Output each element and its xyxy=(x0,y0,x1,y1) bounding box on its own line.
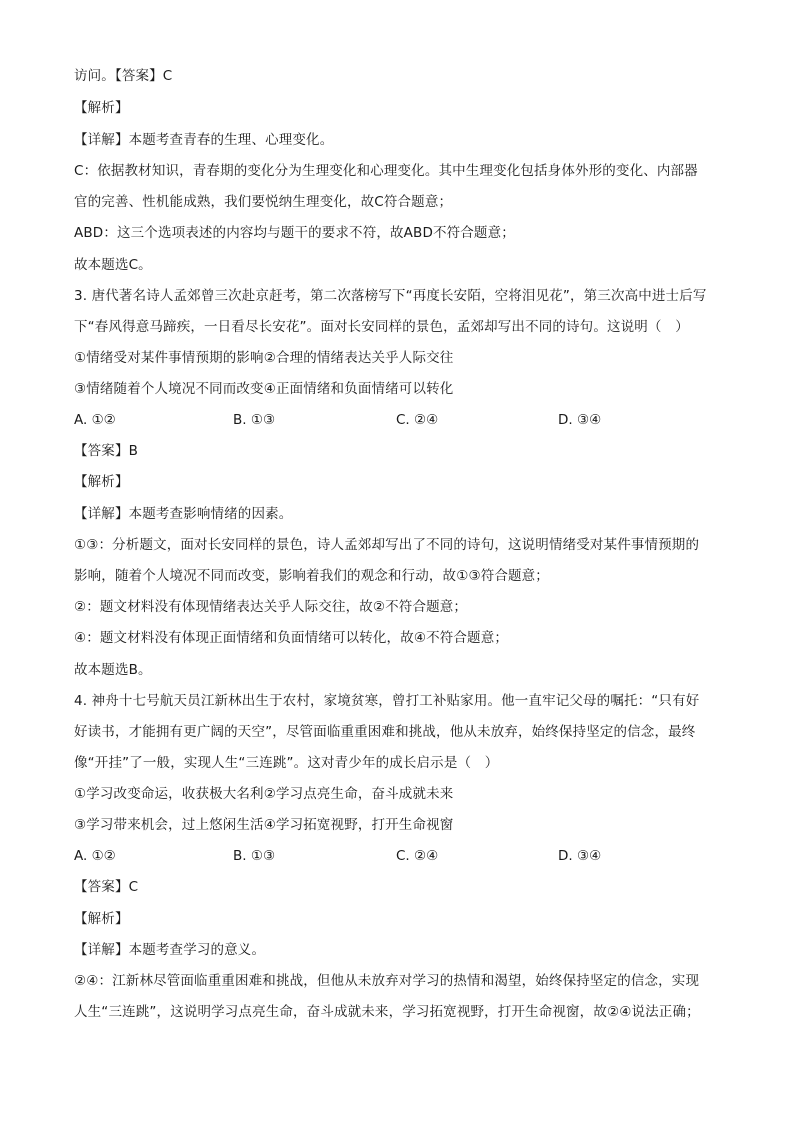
section-heading: 【解析】 xyxy=(74,474,129,490)
question-4-statement: ③学习带来机会，过上悠闲生活④学习拓宽视野，打开生命视窗 xyxy=(74,817,454,833)
option-c: C. ②④ xyxy=(396,848,439,864)
question-4-stem: 4. 神舟十七号航天员江新林出生于农村，家境贫寒，曾打工补贴家用。他一直牢记父母的嘱托：“只有好 xyxy=(74,693,700,709)
question-3-statement: ③情绪随着个人境况不同而改变④正面情绪和负面情绪可以转化 xyxy=(74,381,454,397)
option-b: B. ①③ xyxy=(233,848,276,864)
text-line: 故本题选C。 xyxy=(74,257,152,273)
question-3-stem: 3. 唐代著名诗人孟郊曾三次赴京赶考，第二次落榜写下“再度长安陌，空将泪见花”，第三次高中进士后写 xyxy=(74,288,707,304)
question-3-stem: 下“春风得意马蹄疾，一日看尽长安花”。面对长安同样的景色，孟郊却写出不同的诗句。这说明（ ） xyxy=(74,319,689,335)
text-line: ④：题文材料没有体现正面情绪和负面情绪可以转化，故④不符合题意； xyxy=(74,630,509,646)
option-d: D. ③④ xyxy=(558,412,602,428)
text-line: 故本题选B。 xyxy=(74,662,152,678)
text-line: 影响，随着个人境况不同而改变，影响着我们的观念和行动，故①③符合题意； xyxy=(74,568,549,584)
text-line: 人生“三连跳”，这说明学习点亮生命，奋斗成就未来，学习拓宽视野，打开生命视窗，故②④说法正确； xyxy=(74,1004,700,1020)
question-4-statement: ①学习改变命运，收获极大名利②学习点亮生命，奋斗成就未来 xyxy=(74,786,454,802)
text-line: ABD：这三个选项表述的内容均与题干的要求不符，故ABD不符合题意； xyxy=(74,225,515,241)
option-a: A. ①② xyxy=(74,848,116,864)
section-heading: 【解析】 xyxy=(74,911,129,927)
section-heading: 【解析】 xyxy=(74,100,129,116)
text-line: C：依据教材知识，青春期的变化分为生理变化和心理变化。其中生理变化包括身体外形的变化、内部器 xyxy=(74,163,698,179)
text-line: 官的完善、性机能成熟，我们要悦纳生理变化，故C符合题意； xyxy=(74,194,453,210)
text-line: ②④：江新林尽管面临重重困难和挑战，但他从未放弃对学习的热情和渴望，始终保持坚定的信念，实现 xyxy=(74,973,700,989)
text-line: ②：题文材料没有体现情绪表达关乎人际交往，故②不符合题意； xyxy=(74,599,468,615)
text-line: 【详解】本题考查学习的意义。 xyxy=(74,942,266,958)
option-a: A. ①② xyxy=(74,412,116,428)
text-line: 【详解】本题考查影响情绪的因素。 xyxy=(74,506,293,522)
option-b: B. ①③ xyxy=(233,412,276,428)
answer-line: 【答案】B xyxy=(74,443,139,459)
text-line: ①③：分析题文，面对长安同样的景色，诗人孟郊却写出了不同的诗句，这说明情绪受对某件事情预期的 xyxy=(74,537,700,553)
text-line: 访问。【答案】C xyxy=(74,68,173,84)
option-d: D. ③④ xyxy=(558,848,602,864)
question-4-stem: 好读书，才能拥有更广阔的天空”，尽管面临重重困难和挑战，他从未放弃，始终保持坚定的信念，最终 xyxy=(74,724,696,740)
text-line: 【详解】本题考查青春的生理、心理变化。 xyxy=(74,132,334,148)
option-c: C. ②④ xyxy=(396,412,439,428)
answer-line: 【答案】C xyxy=(74,879,139,895)
question-4-stem: 像“开挂”了一般，实现人生“三连跳”。这对青少年的成长启示是（ ） xyxy=(74,755,499,771)
question-3-statement: ①情绪受对某件事情预期的影响②合理的情绪表达关乎人际交往 xyxy=(74,350,454,366)
